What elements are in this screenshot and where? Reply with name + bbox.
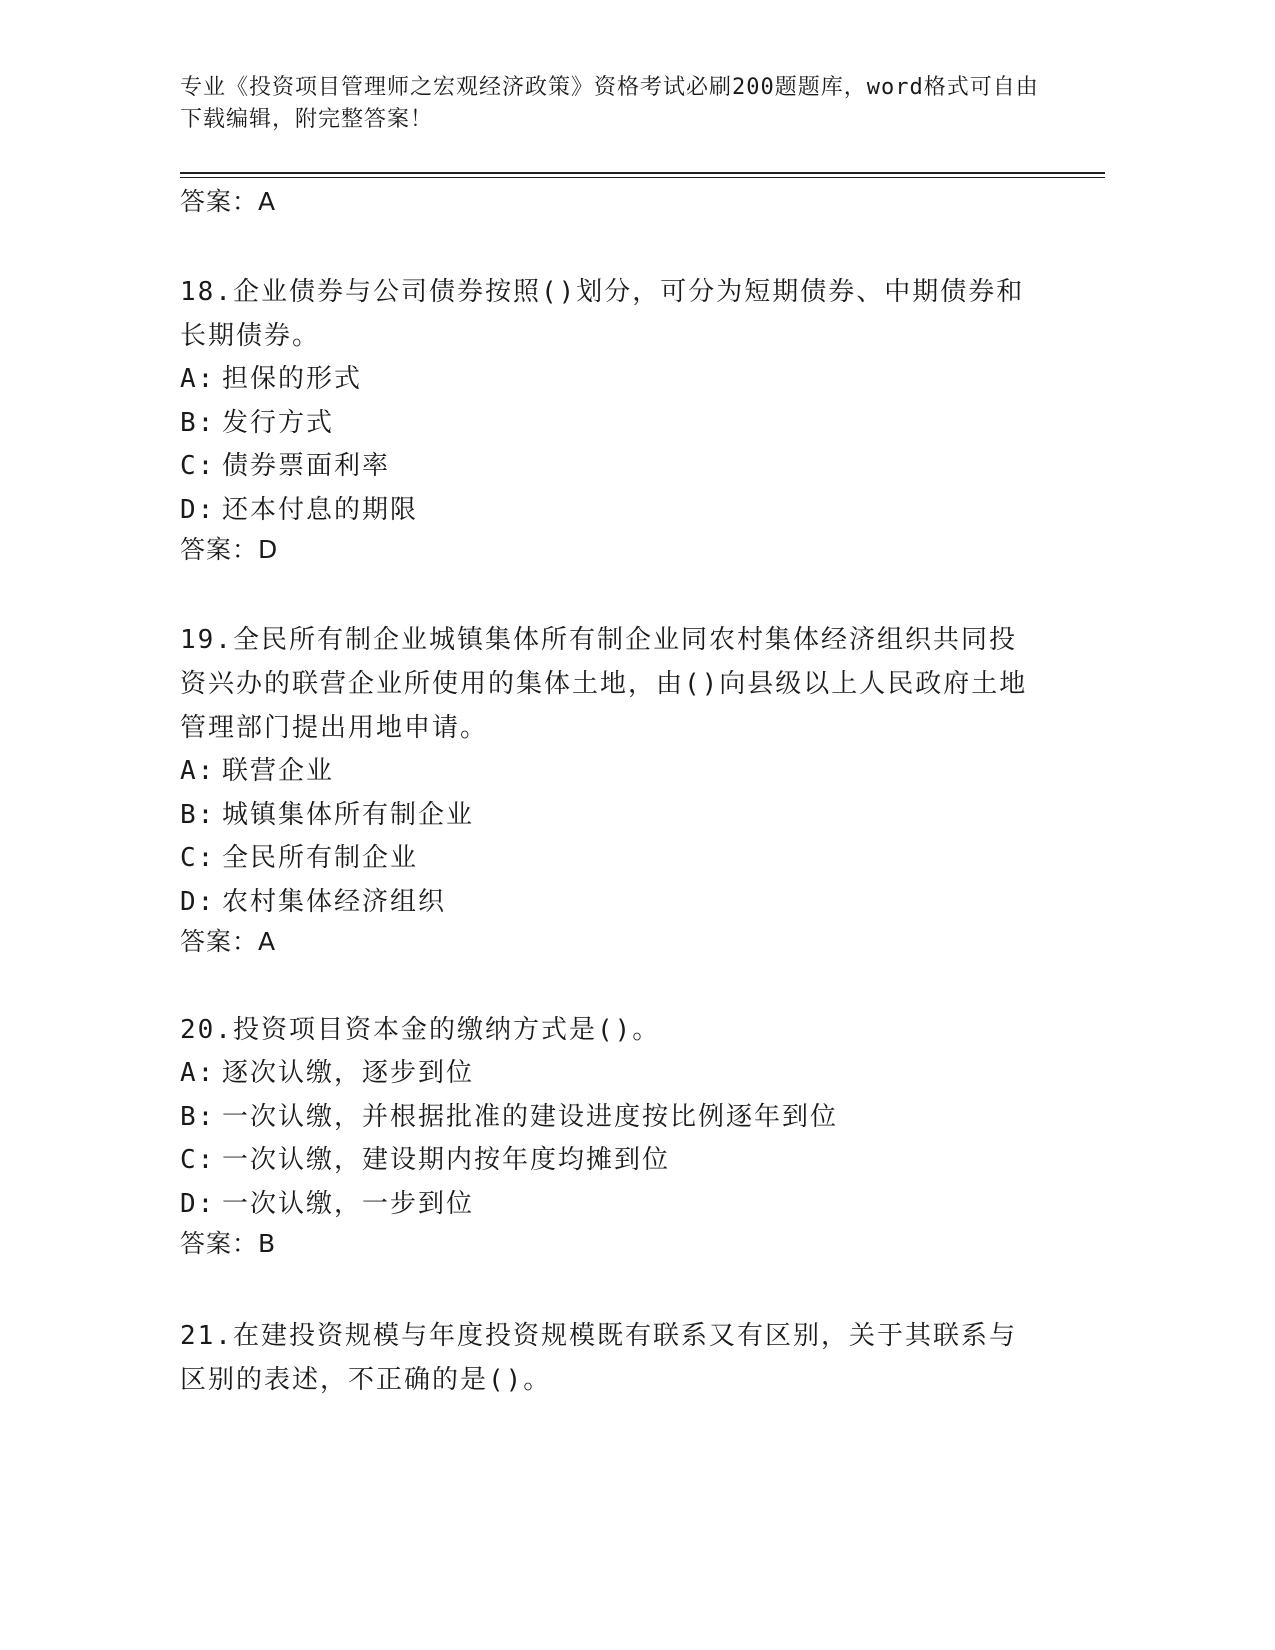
option-a — [180, 358, 1040, 402]
document-header: 专业《投资项目管理师之宏观经济政策》资格考试必刷200题题库，word格式可自由下载编辑，附完整答案！ — [180, 75, 1039, 132]
answer-20: 答案：B — [180, 1229, 277, 1258]
option-b — [180, 1096, 1040, 1140]
option-letter: A: — [180, 364, 216, 394]
answer-18: 答案：D — [180, 535, 279, 564]
option-text: 担保的形式 — [222, 364, 363, 394]
option-text: 一次认缴，一步到位 — [222, 1188, 475, 1219]
option-text: 还本付息的期限 — [222, 494, 419, 525]
option-text: 债券票面利率 — [222, 451, 391, 481]
question-text: 21.在建投资规模与年度投资规模既有联系又有区别，关于其联系与区别的表述，不正确的是()。 — [180, 1321, 1017, 1395]
answer-previous: 答案：A — [180, 187, 277, 216]
option-text: 全民所有制企业 — [222, 843, 419, 873]
option-text: 逐次认缴，逐步到位 — [222, 1058, 475, 1088]
option-d — [180, 881, 1040, 925]
answer-19: 答案：A — [180, 927, 277, 956]
option-letter: A: — [180, 1058, 216, 1088]
option-letter: A: — [180, 756, 216, 786]
option-d — [180, 1183, 1040, 1227]
option-c — [180, 1139, 1040, 1183]
header-divider-thick — [180, 172, 1105, 174]
header-divider-thin — [180, 177, 1105, 178]
option-letter: C: — [180, 843, 216, 873]
question-18 — [180, 270, 1040, 568]
option-text: 一次认缴，并根据批准的建设进度按比例逐年到位 — [222, 1101, 839, 1132]
option-b — [180, 402, 1040, 446]
option-text: 联营企业 — [222, 756, 335, 786]
option-a — [180, 750, 1040, 794]
option-b — [180, 794, 1040, 838]
option-c — [180, 445, 1040, 489]
question-text: 19.全民所有制企业城镇集体所有制企业同农村集体经济组织共同投资兴办的联营企业所使用的集体土地，由()向县级以上人民政府土地管理部门提出用地申请。 — [180, 625, 1028, 743]
option-text: 城镇集体所有制企业 — [222, 799, 475, 830]
option-letter: B: — [180, 1101, 216, 1132]
option-a — [180, 1052, 1040, 1096]
option-d — [180, 489, 1040, 533]
option-letter: B: — [180, 799, 216, 830]
option-letter: B: — [180, 407, 216, 438]
option-letter: D: — [180, 494, 216, 525]
option-letter: D: — [180, 886, 216, 917]
question-text: 18.企业债券与公司债券按照()划分，可分为短期债券、中期债券和长期债券。 — [180, 277, 1025, 351]
option-text: 一次认缴，建设期内按年度均摊到位 — [222, 1145, 671, 1175]
option-letter: C: — [180, 451, 216, 481]
question-19 — [180, 618, 1040, 960]
option-c — [180, 837, 1040, 881]
option-text: 农村集体经济组织 — [222, 886, 447, 917]
question-20 — [180, 1008, 1040, 1262]
question-list — [180, 184, 1040, 1402]
option-letter: D: — [180, 1188, 216, 1219]
question-text: 20.投资项目资本金的缴纳方式是()。 — [180, 1015, 661, 1045]
question-21 — [180, 1314, 1040, 1402]
option-letter: C: — [180, 1145, 216, 1175]
option-text: 发行方式 — [222, 407, 335, 438]
